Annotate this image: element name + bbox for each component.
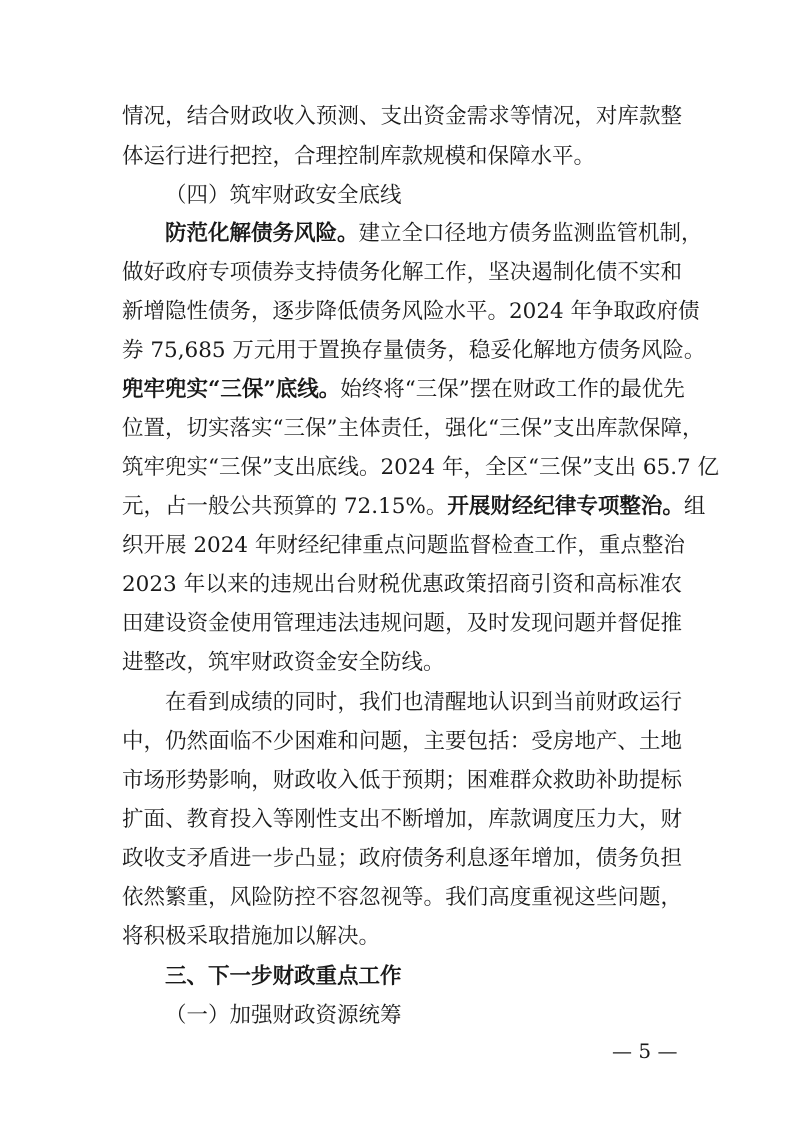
paragraph-line: 兜牢兜实“三保”底线。始终将“三保”摆在财政工作的最优先 [122,377,685,402]
paragraph-line: 中，仍然面临不少困难和问题，主要包括：受房地产、土地 [122,729,682,754]
paragraph-line: 2023 年以来的违规出台财税优惠政策招商引资和高标准农 [122,572,682,597]
paragraph-line: 做好政府专项债券支持债务化解工作，坚决遏制化债不实和 [122,260,682,285]
paragraph-line: 政收支矛盾进一步凸显；政府债务利息逐年增加，债务负担 [122,846,682,871]
paragraph-line: 新增隐性债务，逐步降低债务风险水平。2024 年争取政府债 [122,299,700,324]
paragraph-line: 券 75,685 万元用于置换存量债务，稳妥化解地方债务风险。 [122,338,706,363]
section-heading-3: 三、下一步财政重点工作 [165,964,402,989]
paragraph-line: 田建设资金使用管理违法违规问题，及时发现问题并督促推 [122,611,682,636]
bold-lead: 防范化解债务风险。 [165,221,359,246]
paragraph-line: 依然繁重，风险防控不容忽视等。我们高度重视这些问题， [122,885,682,910]
paragraph-line: 防范化解债务风险。建立全口径地方债务监测监管机制， [165,221,703,246]
paragraph-line: 进整改，筑牢财政资金安全防线。 [122,650,445,675]
section-heading-3-1: （一）加强财政资源统筹 [165,1003,402,1028]
paragraph-line: 市场形势影响，财政收入低于预期；困难群众救助补助提标 [122,768,682,793]
paragraph-line: 情况，结合财政收入预测、支出资金需求等情况，对库款整 [122,104,682,129]
paragraph-line: 位置，切实落实“三保”主体责任，强化“三保”支出库款保障， [122,416,704,441]
section-heading-4: （四）筑牢财政安全底线 [165,183,402,208]
paragraph-line: 在看到成绩的同时，我们也清醒地认识到当前财政运行 [165,690,682,715]
paragraph-line: 筑牢兜实“三保”支出底线。2024 年，全区“三保”支出 65.7 亿 [122,455,720,480]
paragraph-line: 体运行进行把控，合理控制库款规模和保障水平。 [122,144,596,169]
paragraph-line: 将积极采取措施加以解决。 [122,924,381,949]
paragraph-line: 扩面、教育投入等刚性支出不断增加，库款调度压力大，财 [122,807,682,832]
paragraph-line: 元，占一般公共预算的 72.15%。开展财经纪律专项整治。组 [122,494,706,519]
bold-lead: 开展财经纪律专项整治。 [447,494,684,519]
paragraph-line: 织开展 2024 年财经纪律重点问题监督检查工作，重点整治 [122,533,685,558]
page-number: — 5 — [612,1039,678,1063]
bold-lead: 兜牢兜实“三保”底线。 [122,377,341,402]
